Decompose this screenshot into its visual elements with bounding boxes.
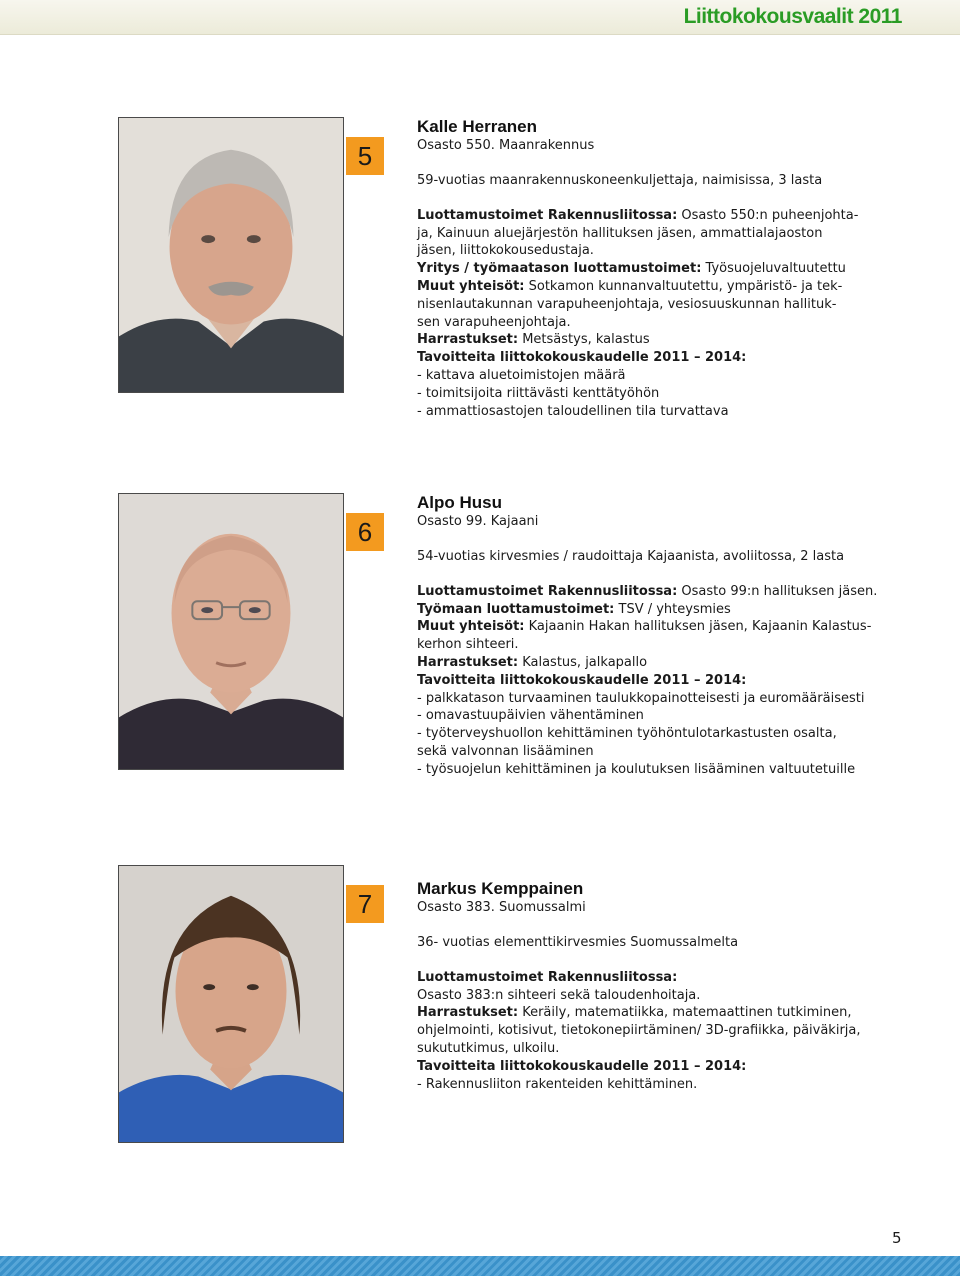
detail-text: Sotkamon kunnanvaltuutettu, ympäristö- ja tek-: [524, 278, 843, 294]
detail-line: [417, 260, 867, 278]
candidate-photo: [118, 117, 344, 393]
detail-line: [417, 1004, 867, 1022]
detail-text: - ammattiosastojen taloudellinen tila turvattava: [417, 403, 729, 419]
footer-bar: [0, 1256, 960, 1276]
detail-text: sen varapuheenjohtaja.: [417, 314, 571, 330]
detail-line: [417, 225, 867, 243]
detail-label: Harrastukset:: [417, 332, 519, 348]
detail-line: [417, 1040, 867, 1058]
detail-line: [417, 743, 867, 761]
detail-label: Luottamustoimet Rakennusliitossa:: [417, 583, 678, 599]
detail-text: - työsuojelun kehittäminen ja koulutuksen lisääminen valtuutetuille: [417, 761, 856, 777]
detail-line: [417, 1022, 867, 1040]
detail-label: Työmaan luottamustoimet:: [417, 601, 615, 617]
candidate-name: Kalle Herranen: [417, 117, 537, 136]
detail-text: ja, Kainuun aluejärjestön hallituksen jäsen, ammattialajaoston: [417, 225, 823, 241]
detail-text: - omavastuupäivien vähentäminen: [417, 708, 644, 724]
detail-line: [417, 636, 867, 654]
candidate-info: [417, 117, 867, 420]
candidate-intro: 59-vuotias maanrakennuskoneenkuljettaja, naimisissa, 3 lasta: [417, 173, 823, 188]
detail-text: nisenlautakunnan varapuheenjohtaja, vesiosuuskunnan hallituk-: [417, 296, 837, 312]
detail-text: - toimitsijoita riittävästi kenttätyöhön: [417, 385, 660, 401]
detail-line: [417, 725, 867, 743]
candidate-photo: [118, 493, 344, 770]
detail-line: [417, 654, 867, 672]
candidate-info: [417, 493, 878, 779]
candidate-osasto: Osasto 383. Suomussalmi: [417, 900, 586, 915]
candidate-name: Alpo Husu: [417, 493, 502, 512]
detail-line: [417, 385, 867, 403]
detail-text: ohjelmointi, kotisivut, tietokonepiirtäminen/ 3D-grafiikka, päiväkirja,: [417, 1023, 861, 1039]
detail-label: Harrastukset:: [417, 1005, 519, 1021]
detail-label: Tavoitteita liittokokouskaudelle 2011 – 2014:: [417, 1058, 747, 1074]
header-title: Liittokokousvaalit 2011: [683, 5, 902, 28]
candidate-number: 6: [346, 513, 384, 551]
detail-label: Harrastukset:: [417, 654, 519, 670]
detail-line: [417, 207, 867, 225]
detail-line: [417, 707, 867, 725]
detail-label: Muut yhteisöt:: [417, 278, 525, 294]
detail-line: [417, 331, 867, 349]
candidate-intro: 54-vuotias kirvesmies / raudoittaja Kajaanista, avoliitossa, 2 lasta: [417, 549, 845, 564]
detail-text: Osasto 99:n hallituksen jäsen.: [677, 583, 878, 599]
detail-text: sekä valvonnan lisääminen: [417, 743, 594, 759]
detail-line: [417, 403, 867, 421]
candidate-intro: 36- vuotias elementtikirvesmies Suomussalmelta: [417, 935, 739, 950]
detail-line: [417, 601, 867, 619]
detail-text: TSV / yhteysmies: [614, 601, 731, 617]
candidate-name: Markus Kemppainen: [417, 879, 584, 898]
detail-text: - Rakennusliiton rakenteiden kehittäminen.: [417, 1076, 698, 1092]
detail-text: Osasto 550:n puheenjohta-: [677, 207, 859, 223]
detail-line: [417, 242, 867, 260]
detail-label: Tavoitteita liittokokouskaudelle 2011 – 2014:: [417, 672, 747, 688]
candidate-osasto: Osasto 550. Maanrakennus: [417, 138, 595, 153]
detail-line: [417, 314, 867, 332]
detail-text: Kalastus, jalkapallo: [518, 654, 648, 670]
detail-line: [417, 969, 867, 987]
detail-line: [417, 278, 867, 296]
detail-text: sukututkimus, ulkoilu.: [417, 1040, 560, 1056]
detail-line: [417, 1076, 867, 1094]
detail-label: Muut yhteisöt:: [417, 619, 525, 635]
detail-line: [417, 296, 867, 314]
detail-text: - työterveyshuollon kehittäminen työhöntulotarkastusten osalta,: [417, 726, 837, 742]
detail-text: Työsuojeluvaltuutettu: [701, 261, 846, 277]
candidate-photo: [118, 865, 344, 1143]
detail-text: kerhon sihteeri.: [417, 637, 519, 653]
detail-line: [417, 367, 867, 385]
detail-text: Keräily, matematiikka, matemaattinen tutkiminen,: [518, 1005, 852, 1021]
detail-line: [417, 987, 867, 1005]
detail-label: Luottamustoimet Rakennusliitossa:: [417, 969, 678, 985]
detail-line: [417, 618, 872, 636]
detail-text: - palkkatason turvaaminen taulukkopainotteisesti ja euromääräisesti: [417, 690, 865, 706]
detail-line: [417, 583, 878, 601]
detail-label: Tavoitteita liittokokouskaudelle 2011 – 2014:: [417, 350, 747, 366]
detail-line: [417, 761, 867, 779]
detail-text: Osasto 383:n sihteeri sekä taloudenhoitaja.: [417, 987, 701, 1003]
detail-line: [417, 349, 867, 367]
detail-line: [417, 672, 867, 690]
header-bar: [0, 0, 960, 35]
candidate-info: [417, 879, 867, 1093]
candidate-osasto: Osasto 99. Kajaani: [417, 514, 539, 529]
detail-text: Kajaanin Hakan hallituksen jäsen, Kajaanin Kalastus-: [524, 619, 872, 635]
detail-label: Yritys / työmaatason luottamustoimet:: [417, 261, 702, 277]
detail-text: Metsästys, kalastus: [518, 332, 650, 348]
candidate-number: 7: [346, 885, 384, 923]
detail-line: [417, 690, 867, 708]
candidate-number: 5: [346, 137, 384, 175]
detail-text: - kattava aluetoimistojen määrä: [417, 367, 626, 383]
detail-line: [417, 1058, 867, 1076]
detail-text: jäsen, liittokokousedustaja.: [417, 243, 594, 259]
detail-label: Luottamustoimet Rakennusliitossa:: [417, 207, 678, 223]
page-number: 5: [892, 1229, 902, 1247]
